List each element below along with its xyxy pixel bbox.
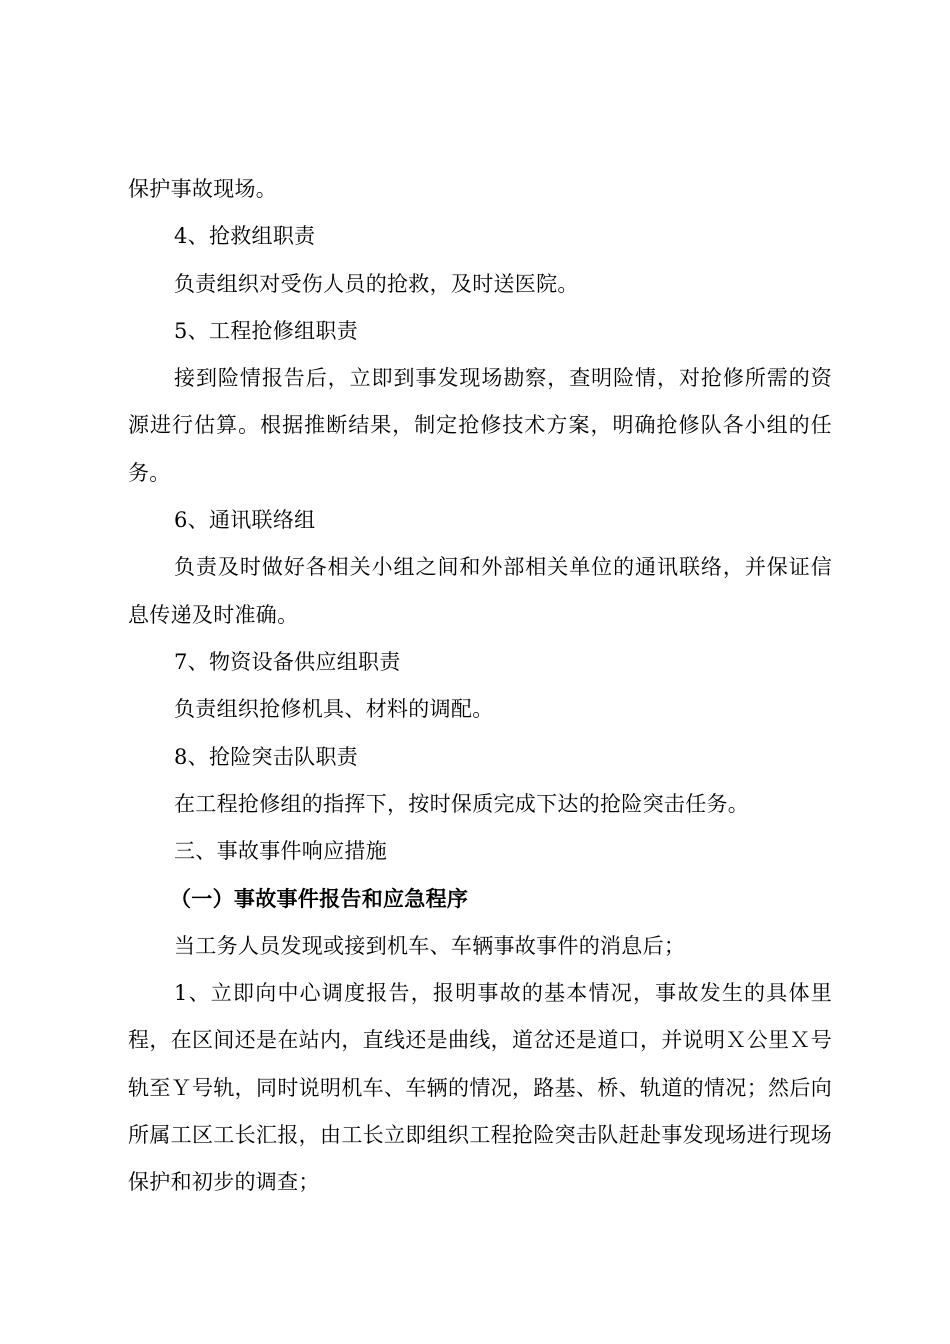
paragraph-report-step-1: 1、立即向中心调度报告，报明事故的基本情况，事故发生的具体里程，在区间还是在站内，直线还是曲线，道岔还是道口，并说明Ｘ公里Ｘ号轨至Ｙ号轨，同时说明机车、车辆的情况，路基、桥、轨道的情况；然后向所属工区工长汇报，由工长立即组织工程抢险突击队赶赴事发现场进行现场保护和初步的调查； bbox=[128, 981, 832, 1195]
paragraph-protect-scene: 保护事故现场。 bbox=[128, 177, 278, 201]
heading-assault-team: 8、抢险突击队职责 bbox=[174, 744, 359, 769]
paragraph-supply-duty: 负责组织抢修机具、材料的调配。 bbox=[174, 697, 494, 722]
heading-communication-group: 6、通讯联络组 bbox=[174, 508, 316, 533]
paragraph-rescue-duty: 负责组织对受伤人员的抢救，及时送医院。 bbox=[174, 271, 579, 296]
heading-repair-group: 5、工程抢修组职责 bbox=[174, 318, 359, 343]
paragraph-report-intro: 当工务人员发现或接到机车、车辆事故事件的消息后； bbox=[174, 933, 686, 958]
heading-supply-group: 7、物资设备供应组职责 bbox=[174, 649, 401, 674]
paragraph-communication-duty: 负责及时做好各相关小组之间和外部相关单位的通讯联络，并保证信息传递及时准确。 bbox=[128, 555, 832, 627]
section-heading-response-measures: 三、事故事件响应措施 bbox=[174, 839, 387, 864]
heading-rescue-group: 4、抢救组职责 bbox=[174, 224, 316, 249]
paragraph-repair-duty: 接到险情报告后，立即到事发现场勘察，查明险情，对抢修所需的资源进行估算。根据推断结果，制定抢修技术方案，明确抢修队各小组的任务。 bbox=[128, 366, 832, 485]
subsection-heading-report-procedure: （一）事故事件报告和应急程序 bbox=[170, 886, 469, 912]
paragraph-assault-duty: 在工程抢修组的指挥下，按时保质完成下达的抢险突击任务。 bbox=[174, 791, 750, 816]
document-page bbox=[128, 166, 832, 1207]
